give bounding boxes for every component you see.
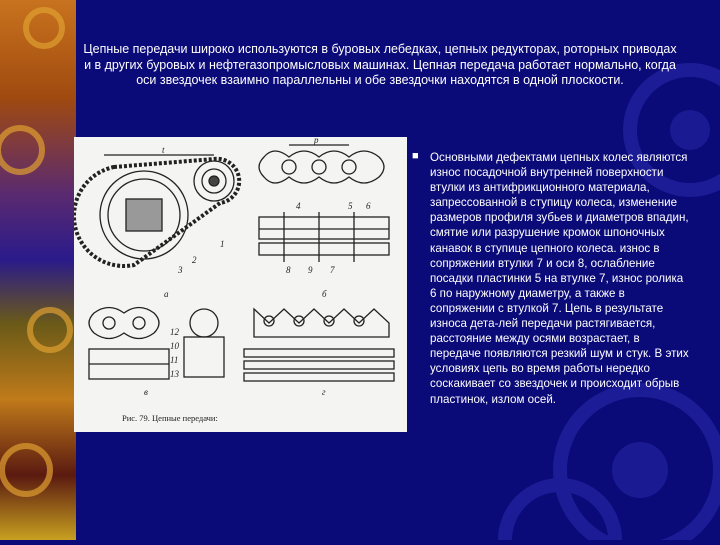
chain-drive-figure [74,137,407,432]
gear-icon [0,0,76,540]
label-5: 5 [348,201,353,211]
chain-drive-drawing [74,137,407,432]
label-7: 7 [330,265,335,275]
label-p: p [314,137,319,145]
bullet-icon: ■ [412,150,419,162]
label-9: 9 [308,265,313,275]
label-t: t [162,145,165,155]
label-b: б [322,289,327,299]
decorative-side-strip [0,0,76,540]
slide-title: Цепные передачи широко используются в буровых лебедках, цепных редукторах, роторных приводах и в других буровых и нефтегазопромысловых машинах. Цепная передача работает нормально, когда оси звездочек взаимно параллельны и обе звездочки находятся в одной плоскости. [83,42,677,87]
slide-body-text: Основными дефектами цепных колес являются износ посадочной внутренней поверхности втулки из антифрикционного материала, запрессованной в ступицу колеса, изменение размеров профиля зубьев и диаметров впадин, смятие или разрушение кромок шпоночных канавок в ступице цепного колеса. износ в сопряжении втулки 7 и оси 8, ослабление посадки пластинки 5 на втулке 7, износ ролика 6 по наружному диаметру, а также в сопряжении с втулкой 7. Цепь в результате износа дета-лей передачи растягивается, расстояние между осями возрастает, в передаче появляются резкий шум и стук. В этих условиях цепь во время работы нередко соскакивает со звездочек и происходит обрыв пластинок, излом осей. [430,151,689,406]
label-10: 10 [170,341,179,351]
label-12: 12 [170,327,179,337]
label-4: 4 [296,201,301,211]
label-3: 3 [178,265,183,275]
figure-caption: Рис. 79. Цепные передачи: [122,413,218,423]
label-13: 13 [170,369,179,379]
label-1: 1 [220,239,225,249]
label-a: а [164,289,169,299]
label-v: в [144,387,148,397]
label-2: 2 [192,255,197,265]
label-g: г [322,387,326,397]
label-6: 6 [366,201,371,211]
label-11: 11 [170,355,179,365]
label-8: 8 [286,265,291,275]
